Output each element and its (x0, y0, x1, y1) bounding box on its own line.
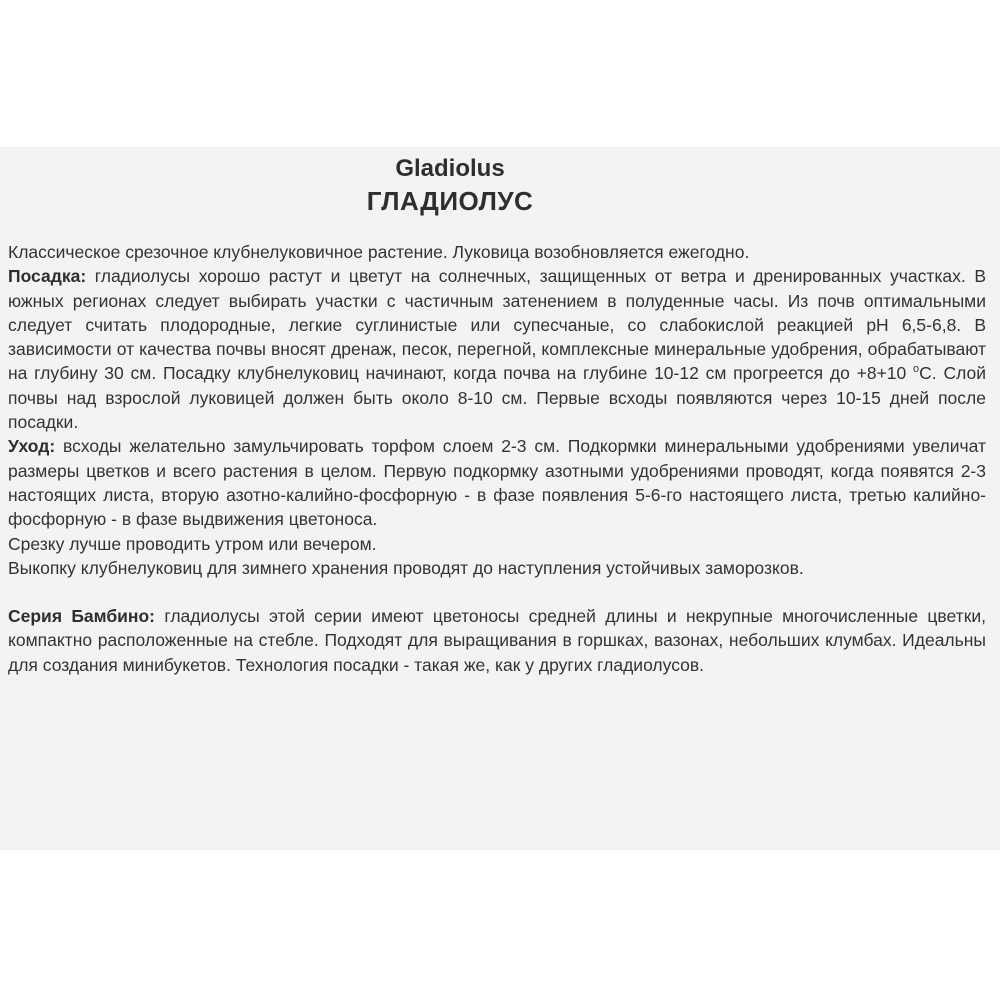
degree-sign: o (913, 363, 920, 376)
title-russian: ГЛАДИОЛУС (366, 186, 534, 216)
care-paragraph (8, 434, 986, 531)
series-paragraph (8, 604, 986, 677)
title-block (0, 147, 900, 217)
digging-paragraph: Выкопку клубнелуковиц для зимнего хранения проводят до наступления устойчивых заморозков. (8, 557, 804, 578)
planting-text-part1: гладиолусы хорошо растут и цветут на солнечных, защищенных от ветра и дренированных участках. В южных регионах следует выбирать участки с частичным затенением в полуденные часы. Из почв оптимальными следует считать плодородные, легкие суглинистые или супесчаные, со слабокислой реакцией pH 6,5-6,8. В зависимости от качества почвы вносят дренаж, песок, перегной, комплексные минеральные удобрения, обрабатывают на глубину 30 см. Посадку клубнелуковиц начинают, когда почва на глубине 10-12 см прогреется до +8+10 (8, 266, 986, 384)
body-text (8, 240, 986, 677)
cutting-paragraph: Срезку лучше проводить утром или вечером. (8, 533, 377, 554)
title-latin: Gladiolus (395, 155, 505, 182)
care-label: Уход: (8, 436, 56, 457)
instruction-card (0, 147, 1000, 850)
care-text: всходы желательно замульчировать торфом слоем 2-3 см. Подкормки минеральными удобрениями увеличат размеры цветков и всего растения в целом. Первую подкормку азотными удобрениями проводят, когда появятся 2-3 настоящих листа, вторую азотно-калийно-фосфорную - в фазе появления 5-6-го настоящего листа, третью калийно-фосфорную - в фазе выдвижения цветоноса. (8, 436, 986, 530)
planting-paragraph (8, 264, 986, 434)
intro-paragraph: Классическое срезочное клубнелуковичное растение. Луковица возобновляется ежегодно. (8, 242, 750, 262)
series-text: гладиолусы этой серии имеют цветоносы средней длины и некрупные многочисленные цветки, компактно расположенные на стебле. Подходят для выращивания в горшках, вазонах, небольших клумбах. Идеальны для создания минибукетов. Технология посадки - такая же, как у других гладиолусов. (8, 606, 986, 675)
paragraph-gap (8, 580, 986, 604)
planting-label: Посадка: (8, 266, 87, 287)
planting-text-part2: С. Слой почвы над взрослой луковицей должен быть около 8-10 см. Первые всходы появляются через 10-15 дней после посадки. (8, 363, 986, 433)
series-label: Серия Бамбино: (8, 606, 156, 627)
